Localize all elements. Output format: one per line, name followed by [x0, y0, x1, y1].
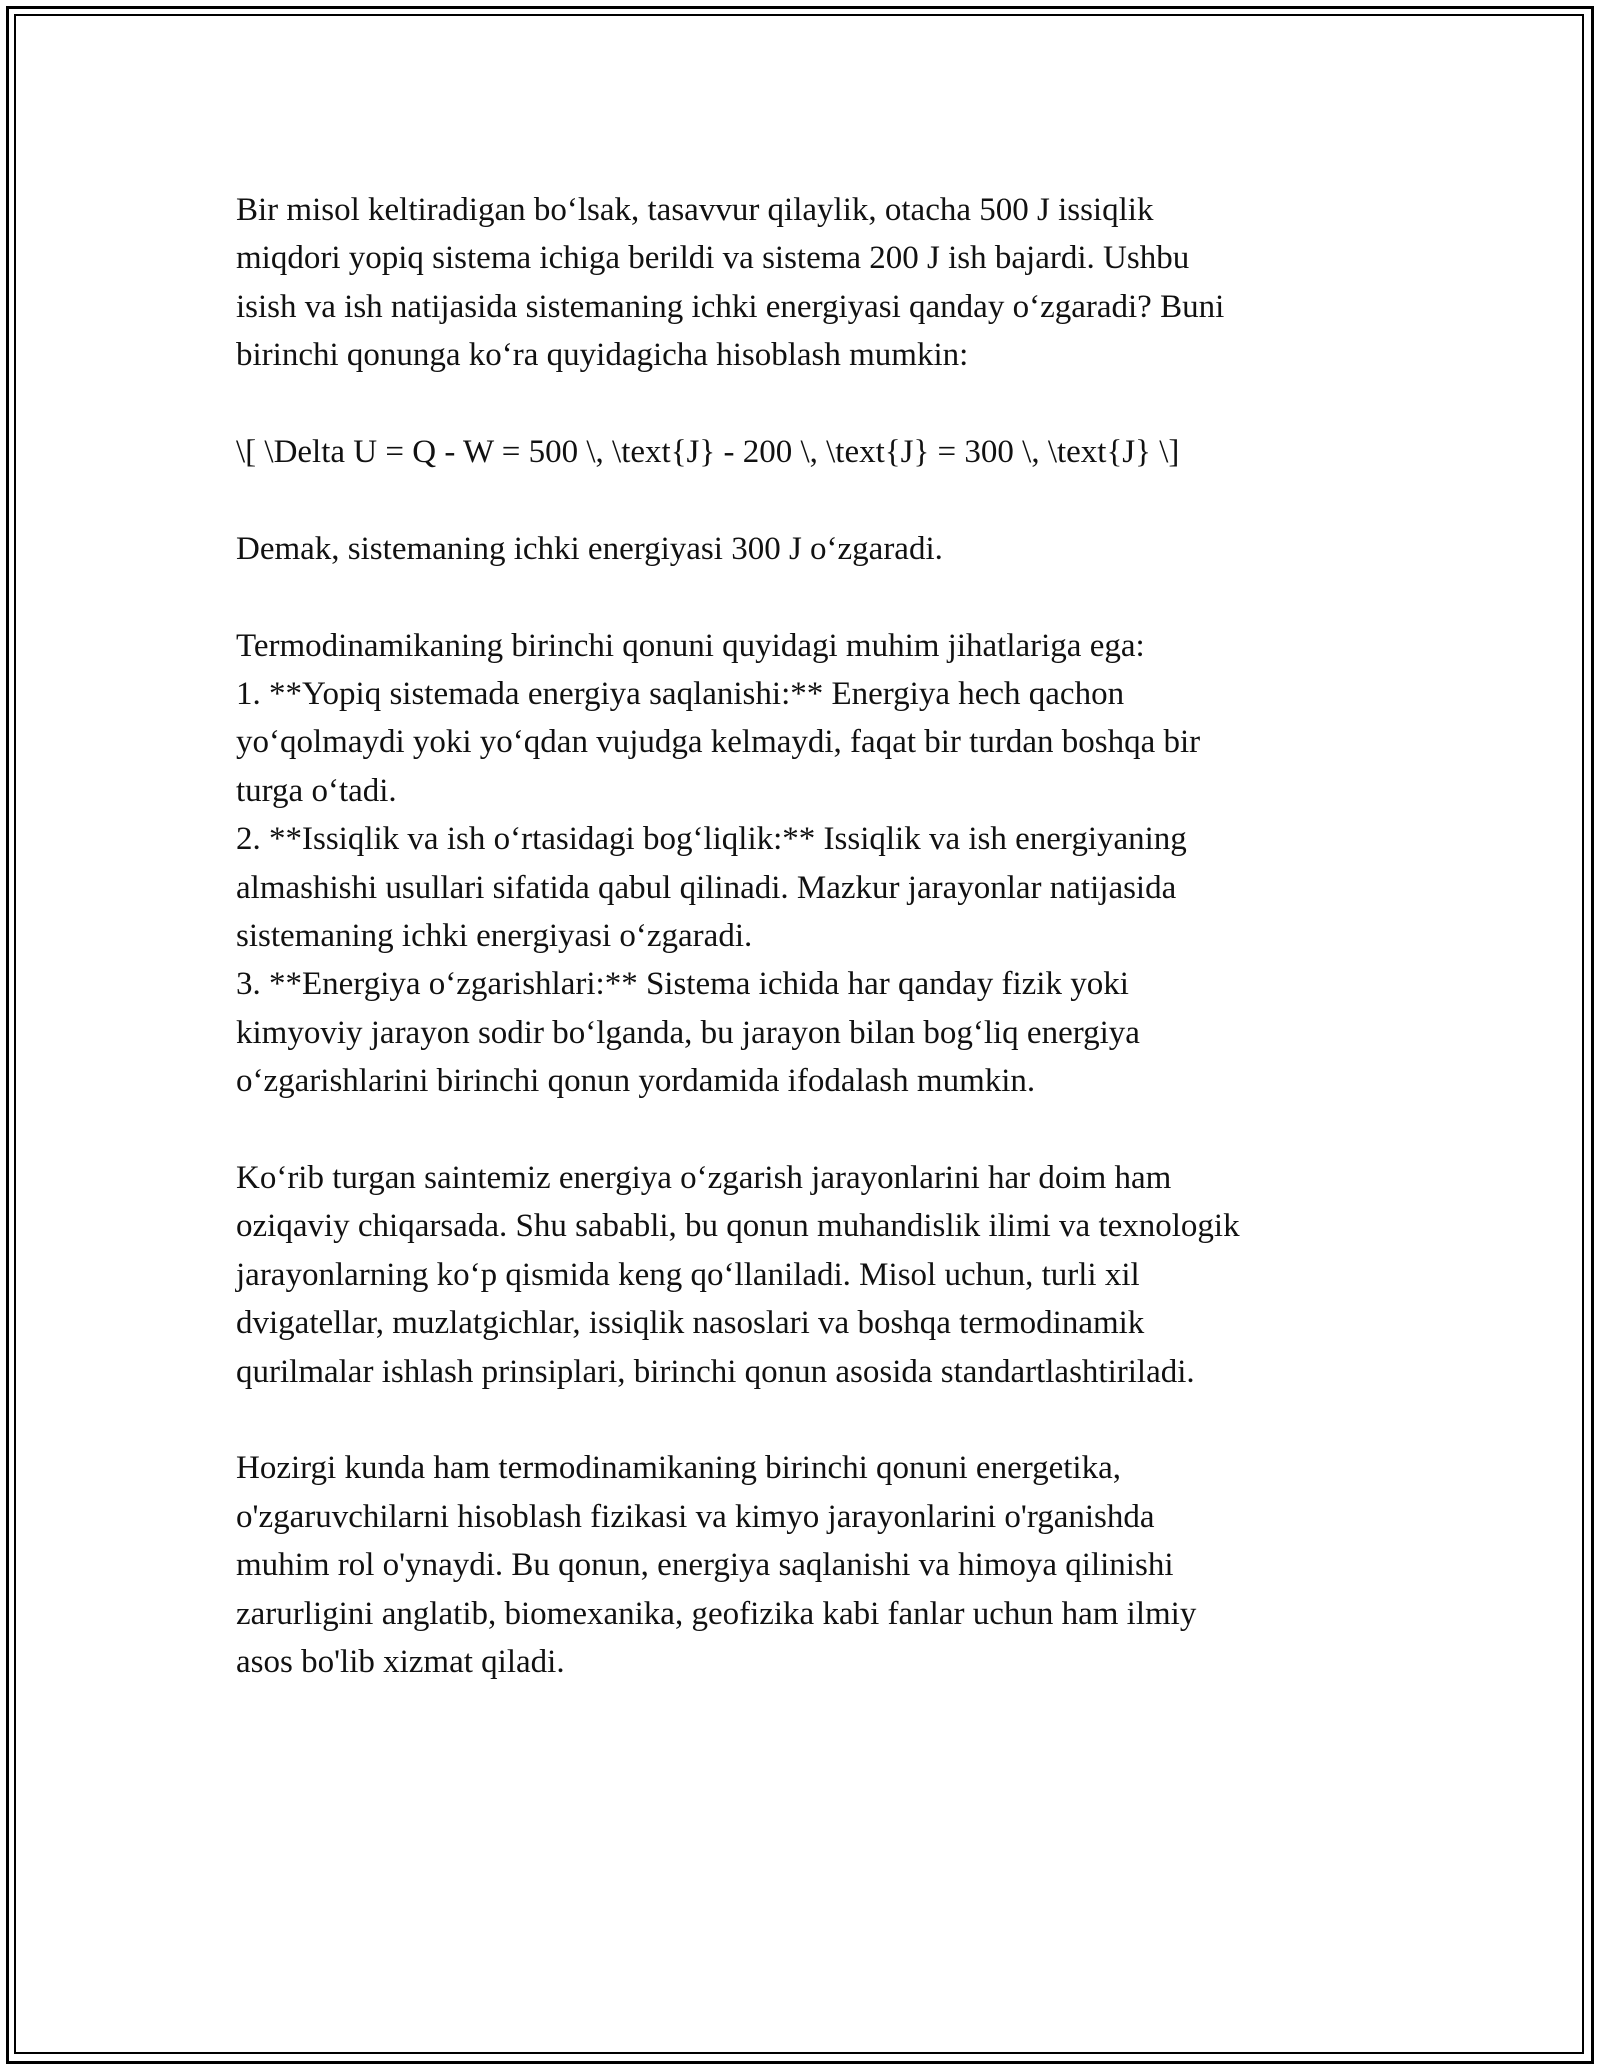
text-line: qurilmalar ishlash prinsiplari, birinchi qonun asosida standartlashtiriladi. — [236, 1353, 1195, 1390]
list-item — [236, 670, 1366, 815]
list-item — [236, 815, 1366, 960]
text-line: 1. **Yopiq sistemada energiya saqlanishi:** Energiya hech qachon — [236, 676, 1125, 713]
text-line: yo‘qolmaydi yoki yo‘qdan vujudga kelmaydi, faqat bir turdan boshqa bir — [236, 724, 1201, 761]
paragraph-applications — [236, 1154, 1366, 1396]
text-line: almashishi usullari sifatida qabul qilinadi. Mazkur jarayonlar natijasida — [236, 869, 1177, 906]
paragraph-gap — [236, 476, 1366, 524]
paragraph-gap — [236, 573, 1366, 621]
text-line: o'zgaruvchilarni hisoblash fizikasi va kimyo jarayonlarini o'rganishda — [236, 1498, 1155, 1535]
text-line: asos bo'lib xizmat qiladi. — [236, 1644, 565, 1681]
text-line: kimyoviy jarayon sodir bo‘lganda, bu jarayon bilan bog‘liq energiya — [236, 1014, 1140, 1051]
paragraph-gap — [236, 1396, 1366, 1444]
text-line: 2. **Issiqlik va ish o‘rtasidagi bog‘liqlik:** Issiqlik va ish energiyaning — [236, 821, 1187, 858]
text-line: dvigatellar, muzlatgichlar, issiqlik nasoslari va boshqa termodinamik — [236, 1305, 1145, 1342]
text-line: birinchi qonunga ko‘ra quyidagicha hisoblash mumkin: — [236, 337, 969, 374]
paragraph-conclusion — [236, 1444, 1366, 1686]
document-body — [236, 186, 1366, 1687]
paragraph-example — [236, 186, 1366, 380]
text-line: o‘zgarishlarini birinchi qonun yordamida ifodalash mumkin. — [236, 1063, 1036, 1100]
text-line: oziqaviy chiqarsada. Shu sababli, bu qonun muhandislik ilimi va texnologik — [236, 1208, 1240, 1245]
text-line: miqdori yopiq sistema ichiga berildi va sistema 200 J ish bajardi. Ushbu — [236, 240, 1190, 277]
paragraph-gap — [236, 1106, 1366, 1154]
conclusion-text: Demak, sistemaning ichki energiyasi 300 J o‘zgaradi. — [236, 530, 943, 567]
text-line: jarayonlarning ko‘p qismida keng qo‘llaniladi. Misol uchun, turli xil — [236, 1256, 1140, 1293]
text-line: Bir misol keltiradigan bo‘lsak, tasavvur qilaylik, otacha 500 J issiqlik — [236, 192, 1154, 228]
text-line: 3. **Energiya o‘zgarishlari:** Sistema ichida har qanday fizik yoki — [236, 966, 1129, 1003]
list-item — [236, 960, 1366, 1105]
formula-text: \[ \Delta U = Q - W = 500 \, \text{J} - 200 \, \text{J} = 300 \, \text{J} \] — [236, 434, 1180, 471]
text-line: zarurligini anglatib, biomexanika, geofizika kabi fanlar uchun ham ilmiy — [236, 1595, 1197, 1632]
text-line: turga o‘tadi. — [236, 772, 397, 809]
text-line: muhim rol o'ynaydi. Bu qonun, energiya saqlanishi va himoya qilinishi — [236, 1547, 1174, 1584]
text-line: sistemaning ichki energiyasi o‘zgaradi. — [236, 918, 753, 955]
text-line: Ko‘rib turgan saintemiz energiya o‘zgarish jarayonlarini har doim ham — [236, 1160, 1172, 1197]
text-line: isish va ish natijasida sistemaning ichki energiyasi qanday o‘zgaradi? Buni — [236, 288, 1225, 325]
text-line: Hozirgi kunda ham termodinamikaning birinchi qonuni energetika, — [236, 1450, 1121, 1487]
paragraph-gap — [236, 380, 1366, 428]
list-intro: Termodinamikaning birinchi qonuni quyidagi muhim jihatlariga ega: — [236, 627, 1145, 664]
